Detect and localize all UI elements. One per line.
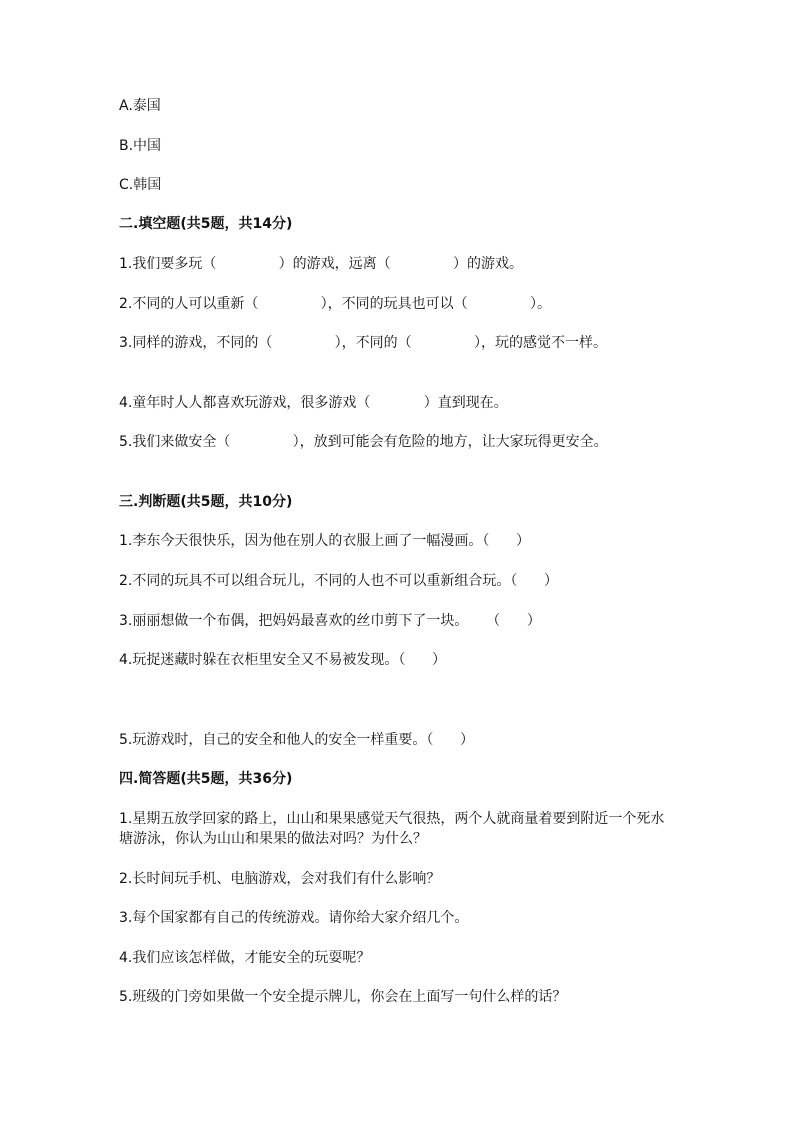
section-title-judgment: 三.判断题(共5题，共10分) [119,494,293,510]
judgment-question-5: 5.玩游戏时，自己的安全和他人的安全一样重要。（ ） [119,732,475,748]
option-c: C.韩国 [119,177,162,193]
short-answer-question-4: 4.我们应该怎样做，才能安全的玩耍呢？ [119,950,371,966]
option-a: A.泰国 [119,98,161,114]
fill-question-4: 4.童年时人人都喜欢玩游戏，很多游戏（ ）直到现在。 [119,395,508,411]
judgment-question-4: 4.玩捉迷藏时躲在衣柜里安全又不易被发现。（ ） [119,652,447,668]
short-answer-question-3: 3.每个国家都有自己的传统游戏。请你给大家介绍几个。 [119,910,469,926]
fill-question-2: 2.不同的人可以重新（ ），不同的玩具也可以（ ）。 [119,296,551,312]
fill-question-1: 1.我们要多玩（ ）的游戏，远离（ ）的游戏。 [119,256,523,272]
fill-question-3: 3.同样的游戏，不同的（ ），不同的（ ），玩的感觉不一样。 [119,335,607,351]
judgment-question-2: 2.不同的玩具不可以组合玩儿，不同的人也不可以重新组合玩。（ ） [119,573,559,589]
short-answer-question-1: 1.星期五放学回家的路上，山山和果果感觉天气很热，两个人就商量着要到附近一个死水塘游泳，你认为山山和果果的做法对吗？为什么？ [119,811,665,847]
judgment-question-1: 1.李东今天很快乐，因为他在别人的衣服上画了一幅漫画。（ ） [119,533,531,549]
judgment-question-3: 3.丽丽想做一个布偶，把妈妈最喜欢的丝巾剪下了一块。 （ ） [119,613,541,629]
fill-question-5: 5.我们来做安全（ ），放到可能会有危险的地方，让大家玩得更安全。 [119,434,608,450]
option-b: B.中国 [119,138,162,154]
section-title-short-answer: 四.简答题(共5题，共36分) [119,771,293,787]
section-title-fill-blank: 二.填空题(共5题，共14分) [119,216,293,232]
short-answer-question-5: 5.班级的门旁如果做一个安全提示牌儿，你会在上面写一句什么样的话？ [119,989,567,1005]
short-answer-question-2: 2.长时间玩手机、电脑游戏，会对我们有什么影响？ [119,871,441,887]
